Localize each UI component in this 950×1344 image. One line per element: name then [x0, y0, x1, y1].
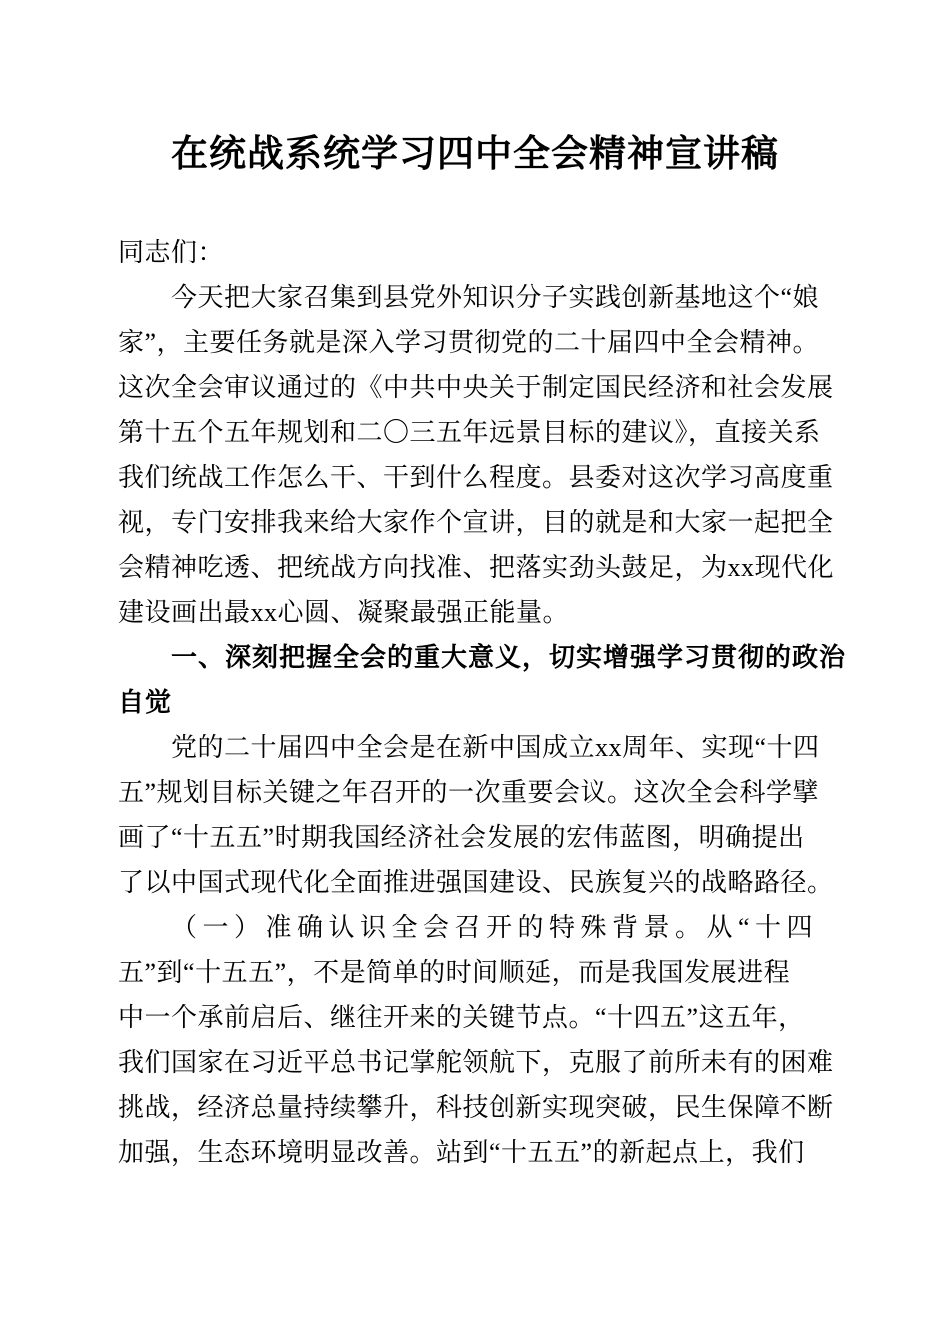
body-line: 第十五个五年规划和二〇三五年远景目标的建议》，直接关系: [118, 418, 821, 447]
body-line: 中一个承前启后、继往开来的关键节点。“十四五”这五年，: [118, 1003, 805, 1032]
body-line: 我们统战工作怎么干、干到什么程度。县委对这次学习高度重: [118, 463, 834, 492]
body-line: 挑战，经济总量持续攀升，科技创新实现突破，民生保障不断: [118, 1093, 834, 1122]
body-line: 加强，生态环境明显改善。站到“十五五”的新起点上，我们: [118, 1138, 805, 1167]
body-line: 家”，主要任务就是深入学习贯彻党的二十届四中全会精神。: [118, 328, 820, 357]
body-line: 这次全会审议通过的《中共中央关于制定国民经济和社会发展: [118, 373, 834, 402]
body-line: 了以中国式现代化全面推进强国建设、民族复兴的战略路径。: [118, 868, 834, 897]
body-line: 五”规划目标关键之年召开的一次重要会议。这次全会科学擘: [118, 778, 820, 807]
body-text-continuation: 从“十四: [706, 913, 819, 942]
body-line: 会精神吃透、把统战方向找准、把落实劲头鼓足，为xx现代化: [118, 553, 835, 582]
section-heading-line: 一、深刻把握全会的重大意义，切实增强学习贯彻的政治: [171, 642, 847, 672]
section-heading-line: 自觉: [118, 687, 173, 717]
body-line: 五”到“十五五”，不是简单的时间顺延，而是我国发展进程: [118, 958, 791, 987]
body-line: 我们国家在习近平总书记掌舵领航下，克服了前所未有的困难: [118, 1048, 834, 1077]
body-line: 画了“十五五”时期我国经济社会发展的宏伟蓝图，明确提出: [118, 823, 805, 852]
body-line: 党的二十届四中全会是在新中国成立xx周年、实现“十四: [171, 733, 820, 762]
body-line: 建设画出最xx心圆、凝聚最强正能量。: [118, 598, 570, 627]
subsection-heading-label: （一）准确认识全会召开的特殊背景。: [171, 913, 707, 942]
salutation-line: 同志们：: [118, 238, 225, 267]
body-line: 今天把大家召集到县党外知识分子实践创新基地这个“娘: [171, 283, 820, 312]
body-line: 视，专门安排我来给大家作个宣讲，目的就是和大家一起把全: [118, 508, 834, 537]
subsection-heading-line: [118, 905, 832, 950]
document-title: 在统战系统学习四中全会精神宣讲稿: [171, 134, 779, 175]
